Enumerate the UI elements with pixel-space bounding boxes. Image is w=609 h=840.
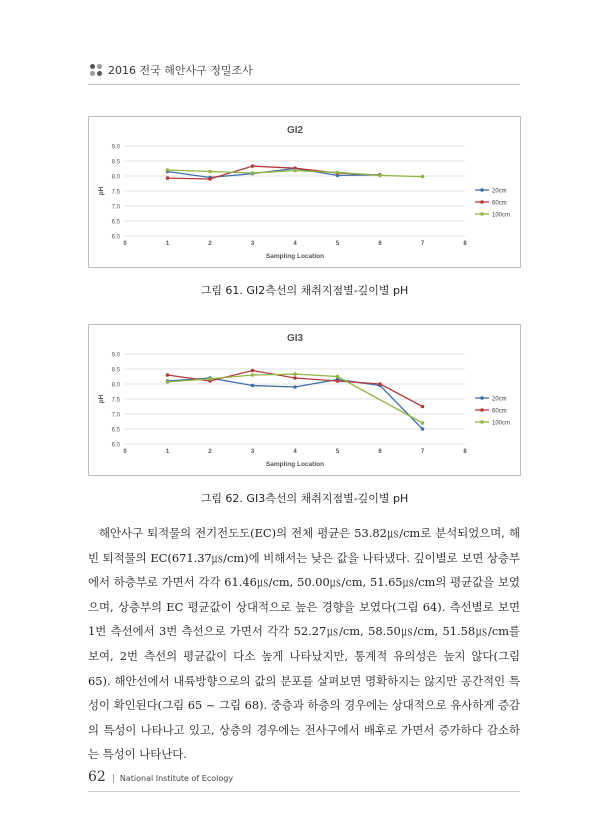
running-header bbox=[90, 62, 253, 78]
x-tick-label: 2 bbox=[208, 241, 212, 247]
x-tick-label: 7 bbox=[420, 241, 425, 247]
legend-marker-100cm bbox=[480, 420, 484, 424]
page-number: 62 bbox=[88, 769, 106, 785]
y-tick-label: 8.5 bbox=[111, 159, 120, 166]
x-tick-label: 1 bbox=[165, 241, 170, 247]
y-tick-label: 7.5 bbox=[111, 189, 120, 196]
data-point-100cm bbox=[421, 421, 425, 425]
legend-marker-100cm bbox=[480, 212, 484, 216]
data-point-100cm bbox=[378, 174, 382, 178]
y-tick-label: 8.0 bbox=[111, 174, 120, 181]
y-tick-label: 8.0 bbox=[111, 382, 120, 389]
data-point-100cm bbox=[251, 373, 255, 377]
data-point-100cm bbox=[336, 375, 340, 379]
figure-caption-62: 그림 62. GI3측선의 채취지점별-깊이별 pH bbox=[200, 492, 409, 505]
data-point-60cm bbox=[166, 373, 170, 377]
data-point-100cm bbox=[208, 377, 212, 381]
data-point-20cm bbox=[251, 384, 255, 388]
x-tick-label: 7 bbox=[420, 449, 425, 455]
data-point-100cm bbox=[293, 372, 297, 376]
header-dots-icon bbox=[90, 64, 102, 76]
data-point-60cm bbox=[421, 405, 425, 409]
series-line-100cm bbox=[168, 374, 423, 423]
x-tick-label: 8 bbox=[463, 241, 467, 247]
x-axis-label: Sampling Location bbox=[265, 461, 325, 468]
x-tick-label: 1 bbox=[165, 449, 170, 455]
chart-title: GI3 bbox=[286, 333, 304, 344]
y-axis-label: pH bbox=[98, 394, 105, 404]
y-tick-label: 7.0 bbox=[111, 204, 120, 211]
y-tick-label: 9.0 bbox=[111, 144, 120, 151]
x-tick-label: 6 bbox=[378, 449, 382, 455]
x-axis-label: Sampling Location bbox=[265, 253, 325, 260]
data-point-100cm bbox=[208, 170, 212, 174]
data-point-60cm bbox=[293, 376, 297, 380]
y-tick-label: 9.0 bbox=[111, 352, 120, 359]
x-tick-label: 4 bbox=[293, 241, 297, 247]
footer-rule bbox=[88, 791, 520, 792]
footer-separator: | bbox=[111, 774, 115, 784]
body-text bbox=[88, 521, 520, 767]
legend-marker-20cm bbox=[480, 396, 484, 400]
x-tick-label: 8 bbox=[463, 449, 467, 455]
page-footer bbox=[88, 769, 233, 785]
data-point-60cm bbox=[251, 164, 255, 168]
x-tick-label: 3 bbox=[250, 241, 255, 247]
x-tick-label: 2 bbox=[208, 449, 212, 455]
chart-gi2 bbox=[88, 116, 521, 268]
x-tick-label: 3 bbox=[250, 449, 255, 455]
legend-label: 100cm bbox=[492, 212, 511, 219]
chart-gi2-svg bbox=[89, 117, 520, 267]
chart-gi3-svg bbox=[89, 325, 520, 475]
data-point-100cm bbox=[251, 171, 255, 175]
data-point-60cm bbox=[378, 382, 382, 386]
data-point-100cm bbox=[166, 168, 170, 172]
x-tick-label: 0 bbox=[123, 241, 127, 247]
data-point-60cm bbox=[208, 177, 212, 181]
data-point-100cm bbox=[166, 380, 170, 384]
data-point-60cm bbox=[166, 176, 170, 180]
y-tick-label: 7.0 bbox=[111, 412, 120, 419]
y-tick-label: 6.5 bbox=[111, 427, 120, 434]
data-point-100cm bbox=[293, 169, 297, 173]
body-paragraph: 해안사구 퇴적물의 전기전도도(EC)의 전체 평균은 53.82㎲/cm로 분석되었으며, 해빈 퇴적물의 EC(671.37㎲/cm)에 비해서는 낮은 값을 나타냈다. 깊이별로 보면 상층부에서 하층부로 가면서 각각 61.46㎲/cm, 50.00㎲/cm, 51.65㎲/cm의 평균값을 보였으며, 상층부의 EC 평균값이 상대적으로 높은 경향을 보였다(그림 64). 측선별로 보면 1번 측선에서 3번 측선으로 가면서 각각 52.27㎲/cm, 58.50㎲/cm, 51.58㎲/cm를 보여, 2번 측선의 평균값이 다소 높게 나타났지만, 통계적 유의성은 높지 않다(그림 65). 해안선에서 내륙방향으로의 값의 분포를 살펴보면 명확하지는 않지만 공간적인 특성이 확인된다(그림 65 ~ 그림 68). 중층과 하층의 경우에는 상대적으로 유사하게 증감의 특성이 나타나고 있고, 상층의 경우에는 전사구에서 배후로 가면서 증가하다 감소하는 특성이 나타난다. bbox=[88, 526, 520, 762]
legend-label: 100cm bbox=[492, 420, 511, 427]
y-tick-label: 6.0 bbox=[111, 234, 120, 241]
footer-organization: National Institute of Ecology bbox=[119, 774, 234, 783]
header-rule bbox=[88, 84, 520, 85]
data-point-20cm bbox=[421, 427, 425, 431]
legend-marker-60cm bbox=[480, 408, 484, 412]
x-tick-label: 5 bbox=[335, 449, 340, 455]
data-point-20cm bbox=[293, 385, 297, 389]
data-point-100cm bbox=[421, 175, 425, 179]
chart-gi3 bbox=[88, 324, 521, 476]
legend-marker-20cm bbox=[480, 188, 484, 192]
y-tick-label: 6.5 bbox=[111, 219, 120, 226]
chart-title: GI2 bbox=[286, 125, 304, 136]
figure-caption-61: 그림 61. GI2측선의 채취지점별-깊이별 pH bbox=[200, 284, 409, 297]
data-point-60cm bbox=[336, 379, 340, 383]
x-tick-label: 5 bbox=[335, 241, 340, 247]
x-tick-label: 4 bbox=[293, 449, 297, 455]
data-point-100cm bbox=[336, 171, 340, 175]
legend-label: 60cm bbox=[492, 408, 507, 415]
y-tick-label: 7.5 bbox=[111, 397, 120, 404]
y-tick-label: 6.0 bbox=[111, 442, 120, 449]
header-title: 2016 전국 해안사구 정밀조사 bbox=[108, 64, 253, 77]
legend-label: 60cm bbox=[492, 200, 507, 207]
data-point-60cm bbox=[251, 369, 255, 373]
y-tick-label: 8.5 bbox=[111, 367, 120, 374]
legend-marker-60cm bbox=[480, 200, 484, 204]
legend-label: 20cm bbox=[492, 396, 507, 403]
legend-label: 20cm bbox=[492, 188, 507, 195]
x-tick-label: 6 bbox=[378, 241, 382, 247]
y-axis-label: pH bbox=[98, 186, 105, 196]
x-tick-label: 0 bbox=[123, 449, 127, 455]
